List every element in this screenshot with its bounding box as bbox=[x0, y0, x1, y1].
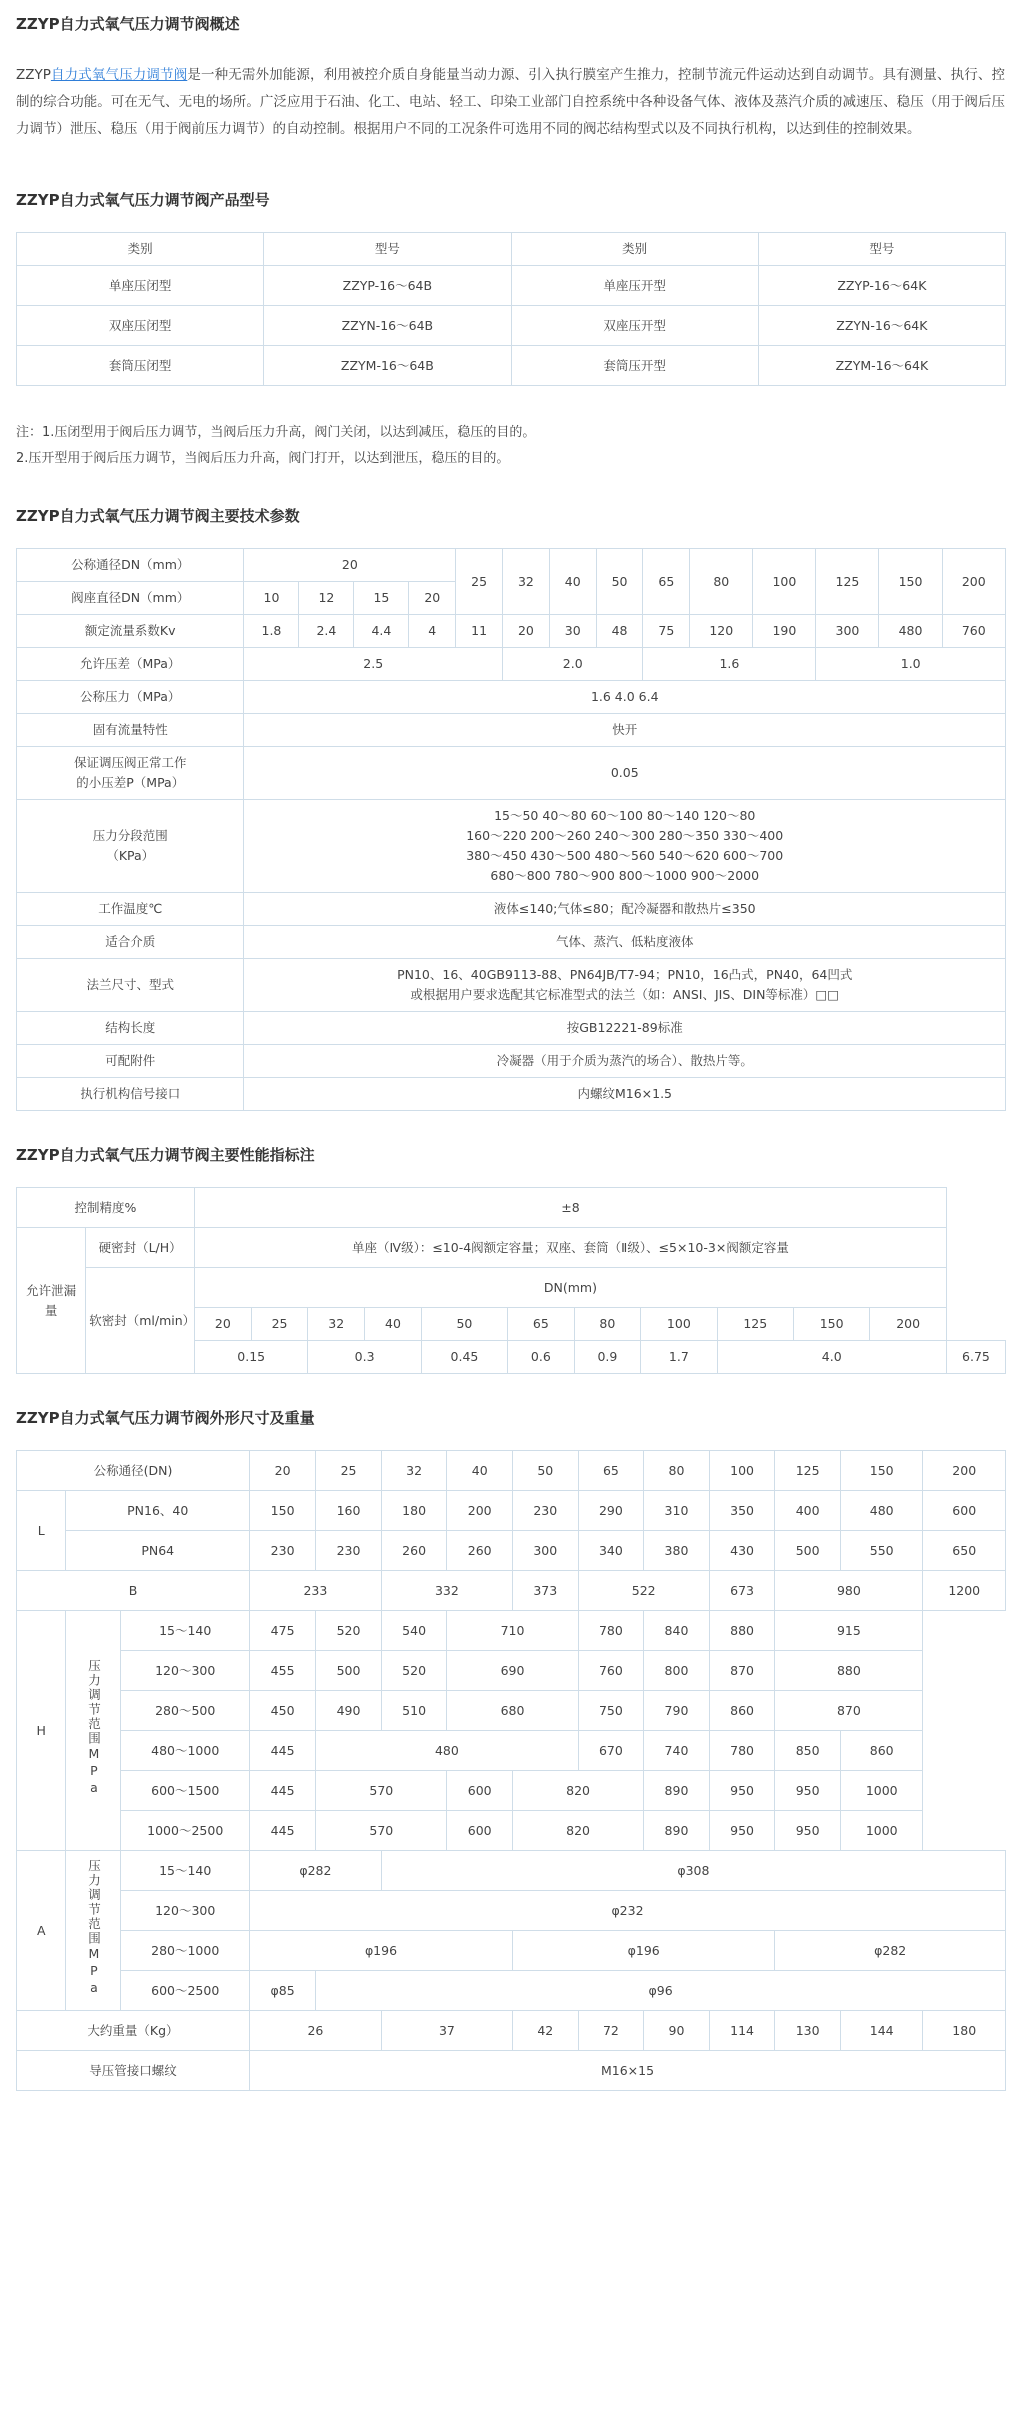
cell: 130 bbox=[775, 2011, 841, 2051]
cell: 50 bbox=[421, 1308, 507, 1341]
table-row-flow-characteristic bbox=[17, 714, 1006, 747]
cell-dn-200: 200 bbox=[942, 549, 1005, 615]
cell-hard-seal: 单座（Ⅳ级）：≤10-4阀额定容量；双座、套筒（Ⅱ级）、≤5×10-3×阀额定容量 bbox=[195, 1228, 947, 1268]
row-label-leakage: 允许泄漏量 bbox=[17, 1228, 86, 1374]
cell-dn-65: 65 bbox=[643, 549, 690, 615]
cell: 80 bbox=[574, 1308, 641, 1341]
cell: 0.05 bbox=[244, 747, 1006, 800]
cell: 150 bbox=[840, 1451, 923, 1491]
table-row-pipe-thread bbox=[17, 2051, 1006, 2091]
row-label-pipe-thread: 导压管接口螺纹 bbox=[17, 2051, 250, 2091]
row-label-min-dp bbox=[17, 747, 244, 800]
pressure-range-line-1: 压力分段范围 bbox=[92, 828, 168, 843]
cell: 860 bbox=[709, 1691, 775, 1731]
cell: 600 bbox=[923, 1491, 1006, 1531]
min-dp-line-2: 的小压差P（MPa） bbox=[76, 775, 185, 790]
cell: 120 bbox=[690, 615, 753, 648]
cell: 780 bbox=[578, 1611, 644, 1651]
cell-dn-header: DN(mm) bbox=[195, 1268, 947, 1308]
cell: 1.0 bbox=[816, 648, 1006, 681]
cell: 0.9 bbox=[574, 1341, 641, 1374]
cell: 480 bbox=[316, 1731, 578, 1771]
cell-range: 280～1000 bbox=[121, 1931, 250, 1971]
cell: 880 bbox=[709, 1611, 775, 1651]
cell-range: 120～300 bbox=[121, 1651, 250, 1691]
cell: 1.6 bbox=[643, 648, 816, 681]
cell: 20 bbox=[250, 1451, 316, 1491]
cell: 30 bbox=[549, 615, 596, 648]
cell: 300 bbox=[816, 615, 879, 648]
cell-dn-125: 125 bbox=[816, 549, 879, 615]
cell: 570 bbox=[316, 1811, 447, 1851]
table-row-weight bbox=[17, 2011, 1006, 2051]
cell: 340 bbox=[578, 1531, 644, 1571]
cell: 144 bbox=[840, 2011, 923, 2051]
row-label-flow-characteristic: 固有流量特性 bbox=[17, 714, 244, 747]
table-row-H-4 bbox=[17, 1731, 1006, 1771]
cell: 114 bbox=[709, 2011, 775, 2051]
cell: 150 bbox=[250, 1491, 316, 1531]
cell: 980 bbox=[775, 1571, 923, 1611]
row-label-signal-interface: 执行机构信号接口 bbox=[17, 1078, 244, 1111]
flange-line-2: 或根据用户要求选配其它标准型式的法兰（如：ANSI、JIS、DIN等标准）□□ bbox=[410, 987, 840, 1002]
cell-dn-32: 32 bbox=[503, 549, 550, 615]
row-label-nominal-dn: 公称通径(DN) bbox=[17, 1451, 250, 1491]
cell-range: 280～500 bbox=[121, 1691, 250, 1731]
cell: 600 bbox=[447, 1771, 513, 1811]
cell: 230 bbox=[316, 1531, 382, 1571]
row-label-B: B bbox=[17, 1571, 250, 1611]
cell: 25 bbox=[251, 1308, 308, 1341]
row-label-hard-seal: 硬密封（L/H） bbox=[86, 1228, 195, 1268]
col-header-category-1: 类别 bbox=[17, 233, 264, 266]
cell-range: 15～140 bbox=[121, 1611, 250, 1651]
cell: 230 bbox=[250, 1531, 316, 1571]
cell: 48 bbox=[596, 615, 643, 648]
tech-params-table bbox=[16, 548, 1006, 1111]
table-row-allowable-dp bbox=[17, 648, 1006, 681]
row-label-A: A bbox=[17, 1851, 66, 2011]
cell-range: 600～1500 bbox=[121, 1771, 250, 1811]
cell: 双座压开型 bbox=[511, 306, 758, 346]
row-label-soft-seal: 软密封（ml/min） bbox=[86, 1268, 195, 1374]
model-note-2: 2.压开型用于阀后压力调节，当阀后压力升高，阀门打开，以达到泄压，稳压的目的。 bbox=[16, 451, 510, 466]
a-sub-vertical-text: 压力调节范围MPa bbox=[86, 1858, 102, 1997]
cell: 20 bbox=[409, 582, 456, 615]
cell: 820 bbox=[513, 1811, 644, 1851]
cell: 750 bbox=[578, 1691, 644, 1731]
cell: 12 bbox=[299, 582, 354, 615]
cell: 475 bbox=[250, 1611, 316, 1651]
cell-range: 120～300 bbox=[121, 1891, 250, 1931]
table-row-H-1 bbox=[17, 1611, 1006, 1651]
cell: 790 bbox=[644, 1691, 710, 1731]
cell: 32 bbox=[381, 1451, 447, 1491]
cell: 450 bbox=[250, 1691, 316, 1731]
cell: φ96 bbox=[316, 1971, 1006, 2011]
cell: 860 bbox=[840, 1731, 923, 1771]
cell: 单座压闭型 bbox=[17, 266, 264, 306]
cell: 0.3 bbox=[308, 1341, 421, 1374]
product-link[interactable]: 自力式氧气压力调节阀 bbox=[50, 66, 188, 83]
cell: 200 bbox=[447, 1491, 513, 1531]
cell: 522 bbox=[578, 1571, 709, 1611]
table-row bbox=[17, 346, 1006, 386]
col-header-model-2: 型号 bbox=[758, 233, 1005, 266]
col-header-category-2: 类别 bbox=[511, 233, 758, 266]
cell: 890 bbox=[644, 1771, 710, 1811]
cell: 0.15 bbox=[195, 1341, 308, 1374]
cell: φ282 bbox=[775, 1931, 1006, 1971]
cell: 1.6 4.0 6.4 bbox=[244, 681, 1006, 714]
range-line-4: 680～800 780～900 800～1000 900～2000 bbox=[490, 868, 760, 883]
cell: 710 bbox=[447, 1611, 578, 1651]
row-label-accessories: 可配附件 bbox=[17, 1045, 244, 1078]
cell: 2.5 bbox=[244, 648, 503, 681]
cell: 500 bbox=[316, 1651, 382, 1691]
cell-range: 1000～2500 bbox=[121, 1811, 250, 1851]
cell: 260 bbox=[381, 1531, 447, 1571]
table-row-accuracy bbox=[17, 1188, 1006, 1228]
table-row-H-3 bbox=[17, 1691, 1006, 1731]
table-row-H-5 bbox=[17, 1771, 1006, 1811]
col-header-model-1: 型号 bbox=[264, 233, 511, 266]
cell: 760 bbox=[578, 1651, 644, 1691]
cell: ZZYN-16～64B bbox=[264, 306, 511, 346]
row-label-H: H bbox=[17, 1611, 66, 1851]
cell-dn-150: 150 bbox=[879, 549, 942, 615]
cell: 500 bbox=[775, 1531, 841, 1571]
cell: 125 bbox=[717, 1308, 793, 1341]
table-row-min-dp bbox=[17, 747, 1006, 800]
table-row-temperature bbox=[17, 893, 1006, 926]
cell-accuracy: ±8 bbox=[195, 1188, 947, 1228]
cell: 4.0 bbox=[717, 1341, 946, 1374]
cell: 150 bbox=[793, 1308, 869, 1341]
table-row-nominal-pressure bbox=[17, 681, 1006, 714]
cell: 90 bbox=[644, 2011, 710, 2051]
cell-dn-50: 50 bbox=[596, 549, 643, 615]
cell: 6.75 bbox=[946, 1341, 1005, 1374]
table-row-dn-header bbox=[17, 1451, 1006, 1491]
cell: 11 bbox=[456, 615, 503, 648]
cell: 冷凝器（用于介质为蒸汽的场合）、散热片等。 bbox=[244, 1045, 1006, 1078]
table-row-H-2 bbox=[17, 1651, 1006, 1691]
cell: 455 bbox=[250, 1651, 316, 1691]
cell: 290 bbox=[578, 1491, 644, 1531]
row-label-A-sub bbox=[66, 1851, 121, 2011]
table-row-A-3 bbox=[17, 1931, 1006, 1971]
cell: 870 bbox=[775, 1691, 923, 1731]
cell: 740 bbox=[644, 1731, 710, 1771]
cell: 40 bbox=[365, 1308, 422, 1341]
cell: 673 bbox=[709, 1571, 775, 1611]
cell: 180 bbox=[381, 1491, 447, 1531]
cell: 430 bbox=[709, 1531, 775, 1571]
overview-heading: ZZYP自力式氧气压力调节阀概述 bbox=[16, 15, 240, 33]
table-header-row bbox=[17, 233, 1006, 266]
cell: 双座压闭型 bbox=[17, 306, 264, 346]
table-row-dn-header bbox=[17, 1268, 1006, 1308]
cell: 445 bbox=[250, 1771, 316, 1811]
dimension-heading: ZZYP自力式氧气压力调节阀外形尺寸及重量 bbox=[16, 1409, 315, 1427]
row-label-allowable-dp: 允许压差（MPa） bbox=[17, 648, 244, 681]
cell-pressure-ranges bbox=[244, 800, 1006, 893]
cell: 950 bbox=[775, 1771, 841, 1811]
cell: 445 bbox=[250, 1731, 316, 1771]
cell: 80 bbox=[644, 1451, 710, 1491]
cell: 65 bbox=[578, 1451, 644, 1491]
cell: 890 bbox=[644, 1811, 710, 1851]
table-row-pn64 bbox=[17, 1531, 1006, 1571]
table-row-flange bbox=[17, 959, 1006, 1012]
cell: 570 bbox=[316, 1771, 447, 1811]
cell: 液体≤140;气体≤80；配冷凝器和散热片≤350 bbox=[244, 893, 1006, 926]
row-label-H-sub bbox=[66, 1611, 121, 1851]
cell: ZZYM-16～64B bbox=[264, 346, 511, 386]
cell: 260 bbox=[447, 1531, 513, 1571]
cell: 520 bbox=[316, 1611, 382, 1651]
cell: 780 bbox=[709, 1731, 775, 1771]
row-label-nominal-pressure: 公称压力（MPa） bbox=[17, 681, 244, 714]
cell: 680 bbox=[447, 1691, 578, 1731]
table-row-nominal-dn bbox=[17, 549, 1006, 582]
row-label-accuracy: 控制精度% bbox=[17, 1188, 195, 1228]
cell: 445 bbox=[250, 1811, 316, 1851]
table-row-signal-interface bbox=[17, 1078, 1006, 1111]
min-dp-line-1: 保证调压阀正常工作 bbox=[73, 755, 187, 770]
cell: φ196 bbox=[513, 1931, 775, 1971]
cell: 快开 bbox=[244, 714, 1006, 747]
cell: φ85 bbox=[250, 1971, 316, 2011]
cell: 332 bbox=[381, 1571, 512, 1611]
cell: φ196 bbox=[250, 1931, 513, 1971]
cell: 180 bbox=[923, 2011, 1006, 2051]
cell: 540 bbox=[381, 1611, 447, 1651]
cell: 310 bbox=[644, 1491, 710, 1531]
cell: 650 bbox=[923, 1531, 1006, 1571]
table-row-structure-length bbox=[17, 1012, 1006, 1045]
cell: 760 bbox=[942, 615, 1005, 648]
cell: 25 bbox=[316, 1451, 382, 1491]
cell: 480 bbox=[840, 1491, 923, 1531]
cell: 233 bbox=[250, 1571, 382, 1611]
cell: 按GB12221-89标准 bbox=[244, 1012, 1006, 1045]
intro-body: 是一种无需外加能源，利用被控介质自身能量当动力源、引入执行膜室产生推力，控制节流元件运动达到自动调节。具有测量、执行、控制的综合功能。可在无气、无电的场所。广泛应用于石油、化工、电站、轻工、印染工业部门自控系统中各种设备气体、液体及蒸汽介质的减速压、稳压（用于阀后压力调节）泄压、稳压（用于阀前压力调节）的自动控制。根据用户不同的工况条件可选用不同的阀芯结构型式以及不同执行机构，以达到佳的控制效果。 bbox=[16, 66, 1006, 137]
dimension-table bbox=[16, 1450, 1006, 2091]
cell: 950 bbox=[775, 1811, 841, 1851]
cell: 套筒压闭型 bbox=[17, 346, 264, 386]
cell: φ308 bbox=[381, 1851, 1005, 1891]
cell: 100 bbox=[709, 1451, 775, 1491]
cell: 75 bbox=[643, 615, 690, 648]
cell: ZZYM-16～64K bbox=[758, 346, 1005, 386]
performance-table bbox=[16, 1187, 1006, 1374]
row-label-nominal-dn: 公称通径DN（mm） bbox=[17, 549, 244, 582]
row-label-pn64: PN64 bbox=[66, 1531, 250, 1571]
cell: ZZYN-16～64K bbox=[758, 306, 1005, 346]
cell-dn-40: 40 bbox=[549, 549, 596, 615]
cell: φ282 bbox=[250, 1851, 382, 1891]
row-label-weight: 大约重量（Kg） bbox=[17, 2011, 250, 2051]
cell-dn-25: 25 bbox=[456, 549, 503, 615]
cell: 950 bbox=[709, 1771, 775, 1811]
row-label-medium: 适合介质 bbox=[17, 926, 244, 959]
range-line-3: 380～450 430～500 480～560 540～620 600～700 bbox=[466, 848, 784, 863]
cell: 880 bbox=[775, 1651, 923, 1691]
cell: 4 bbox=[409, 615, 456, 648]
cell: 1.8 bbox=[244, 615, 299, 648]
cell: 915 bbox=[775, 1611, 923, 1651]
model-note-1: 注：1.压闭型用于阀后压力调节，当阀后压力升高，阀门关闭，以达到减压，稳压的目的。 bbox=[16, 425, 536, 440]
cell: 373 bbox=[513, 1571, 579, 1611]
cell: 42 bbox=[513, 2011, 579, 2051]
overview-paragraph bbox=[0, 62, 1021, 143]
cell: 100 bbox=[641, 1308, 717, 1341]
cell-dn-group: 20 bbox=[244, 549, 456, 582]
pressure-range-line-2: （KPa） bbox=[106, 848, 155, 863]
table-row-A-4 bbox=[17, 1971, 1006, 2011]
row-label-flange: 法兰尺寸、型式 bbox=[17, 959, 244, 1012]
table-row-pressure-range bbox=[17, 800, 1006, 893]
range-line-1: 15～50 40～80 60～100 80～140 120～80 bbox=[494, 808, 756, 823]
cell: 65 bbox=[508, 1308, 575, 1341]
cell: 2.0 bbox=[503, 648, 643, 681]
cell-range: 480～1000 bbox=[121, 1731, 250, 1771]
cell: 4.4 bbox=[354, 615, 409, 648]
cell: 300 bbox=[513, 1531, 579, 1571]
table-row bbox=[17, 306, 1006, 346]
cell: 0.45 bbox=[421, 1341, 507, 1374]
cell: 350 bbox=[709, 1491, 775, 1531]
table-row-A-1 bbox=[17, 1851, 1006, 1891]
cell: 15 bbox=[354, 582, 409, 615]
cell: 200 bbox=[923, 1451, 1006, 1491]
cell: 1.7 bbox=[641, 1341, 717, 1374]
cell: 230 bbox=[513, 1491, 579, 1531]
cell: 800 bbox=[644, 1651, 710, 1691]
cell-dn-80: 80 bbox=[690, 549, 753, 615]
cell: 200 bbox=[870, 1308, 947, 1341]
row-label-L: L bbox=[17, 1491, 66, 1571]
row-label-pressure-range bbox=[17, 800, 244, 893]
range-line-2: 160～220 200～260 240～300 280～350 330～400 bbox=[466, 828, 784, 843]
cell: 670 bbox=[578, 1731, 644, 1771]
table-row-kv bbox=[17, 615, 1006, 648]
cell: 内螺纹M16×1.5 bbox=[244, 1078, 1006, 1111]
cell: 550 bbox=[840, 1531, 923, 1571]
h-sub-vertical-text: 压力调节范围MPa bbox=[86, 1658, 102, 1797]
cell: 690 bbox=[447, 1651, 578, 1691]
cell: M16×15 bbox=[250, 2051, 1006, 2091]
cell: 190 bbox=[753, 615, 816, 648]
model-heading: ZZYP自力式氧气压力调节阀产品型号 bbox=[16, 191, 270, 209]
table-row-A-2 bbox=[17, 1891, 1006, 1931]
cell: 510 bbox=[381, 1691, 447, 1731]
cell: 套筒压开型 bbox=[511, 346, 758, 386]
performance-heading: ZZYP自力式氧气压力调节阀主要性能指标注 bbox=[16, 1146, 315, 1164]
row-label-temperature: 工作温度℃ bbox=[17, 893, 244, 926]
model-table bbox=[16, 232, 1006, 386]
cell-range: 600～2500 bbox=[121, 1971, 250, 2011]
cell: 2.4 bbox=[299, 615, 354, 648]
table-row-accessories bbox=[17, 1045, 1006, 1078]
cell: 37 bbox=[381, 2011, 512, 2051]
cell: 600 bbox=[447, 1811, 513, 1851]
cell-flange bbox=[244, 959, 1006, 1012]
table-row-H-6 bbox=[17, 1811, 1006, 1851]
cell: 820 bbox=[513, 1771, 644, 1811]
cell: 520 bbox=[381, 1651, 447, 1691]
flange-line-1: PN10、16、40GB9113-88、PN64JB/T7-94；PN10，16凸式，PN40，64凹式 bbox=[397, 967, 853, 982]
cell: 0.6 bbox=[508, 1341, 575, 1374]
cell: 72 bbox=[578, 2011, 644, 2051]
cell: ZZYP-16～64K bbox=[758, 266, 1005, 306]
cell: 单座压开型 bbox=[511, 266, 758, 306]
cell: 1000 bbox=[840, 1771, 923, 1811]
cell: ZZYP-16～64B bbox=[264, 266, 511, 306]
cell: 950 bbox=[709, 1811, 775, 1851]
cell: 32 bbox=[308, 1308, 365, 1341]
cell-dn-100: 100 bbox=[753, 549, 816, 615]
cell: 840 bbox=[644, 1611, 710, 1651]
table-row-B bbox=[17, 1571, 1006, 1611]
cell: 870 bbox=[709, 1651, 775, 1691]
cell: 490 bbox=[316, 1691, 382, 1731]
cell: 1200 bbox=[923, 1571, 1006, 1611]
cell: 26 bbox=[250, 2011, 382, 2051]
row-label-pn1640: PN16、40 bbox=[66, 1491, 250, 1531]
row-label-seat-dn: 阀座直径DN（mm） bbox=[17, 582, 244, 615]
cell: 380 bbox=[644, 1531, 710, 1571]
row-label-kv: 额定流量系数Kv bbox=[17, 615, 244, 648]
cell: 10 bbox=[244, 582, 299, 615]
table-row-hard-seal bbox=[17, 1228, 1006, 1268]
row-label-structure-length: 结构长度 bbox=[17, 1012, 244, 1045]
cell: 125 bbox=[775, 1451, 841, 1491]
tech-heading: ZZYP自力式氧气压力调节阀主要技术参数 bbox=[16, 507, 300, 525]
cell: 400 bbox=[775, 1491, 841, 1531]
table-row-pn1640 bbox=[17, 1491, 1006, 1531]
cell: 50 bbox=[513, 1451, 579, 1491]
intro-prefix: ZZYP bbox=[16, 66, 51, 83]
table-row bbox=[17, 266, 1006, 306]
cell: 20 bbox=[195, 1308, 252, 1341]
cell: φ232 bbox=[250, 1891, 1006, 1931]
table-row-medium bbox=[17, 926, 1006, 959]
cell: 气体、蒸汽、低粘度液体 bbox=[244, 926, 1006, 959]
cell: 480 bbox=[879, 615, 942, 648]
cell: 40 bbox=[447, 1451, 513, 1491]
cell: 850 bbox=[775, 1731, 841, 1771]
cell: 160 bbox=[316, 1491, 382, 1531]
cell: 1000 bbox=[840, 1811, 923, 1851]
cell: 20 bbox=[503, 615, 550, 648]
cell-range: 15～140 bbox=[121, 1851, 250, 1891]
